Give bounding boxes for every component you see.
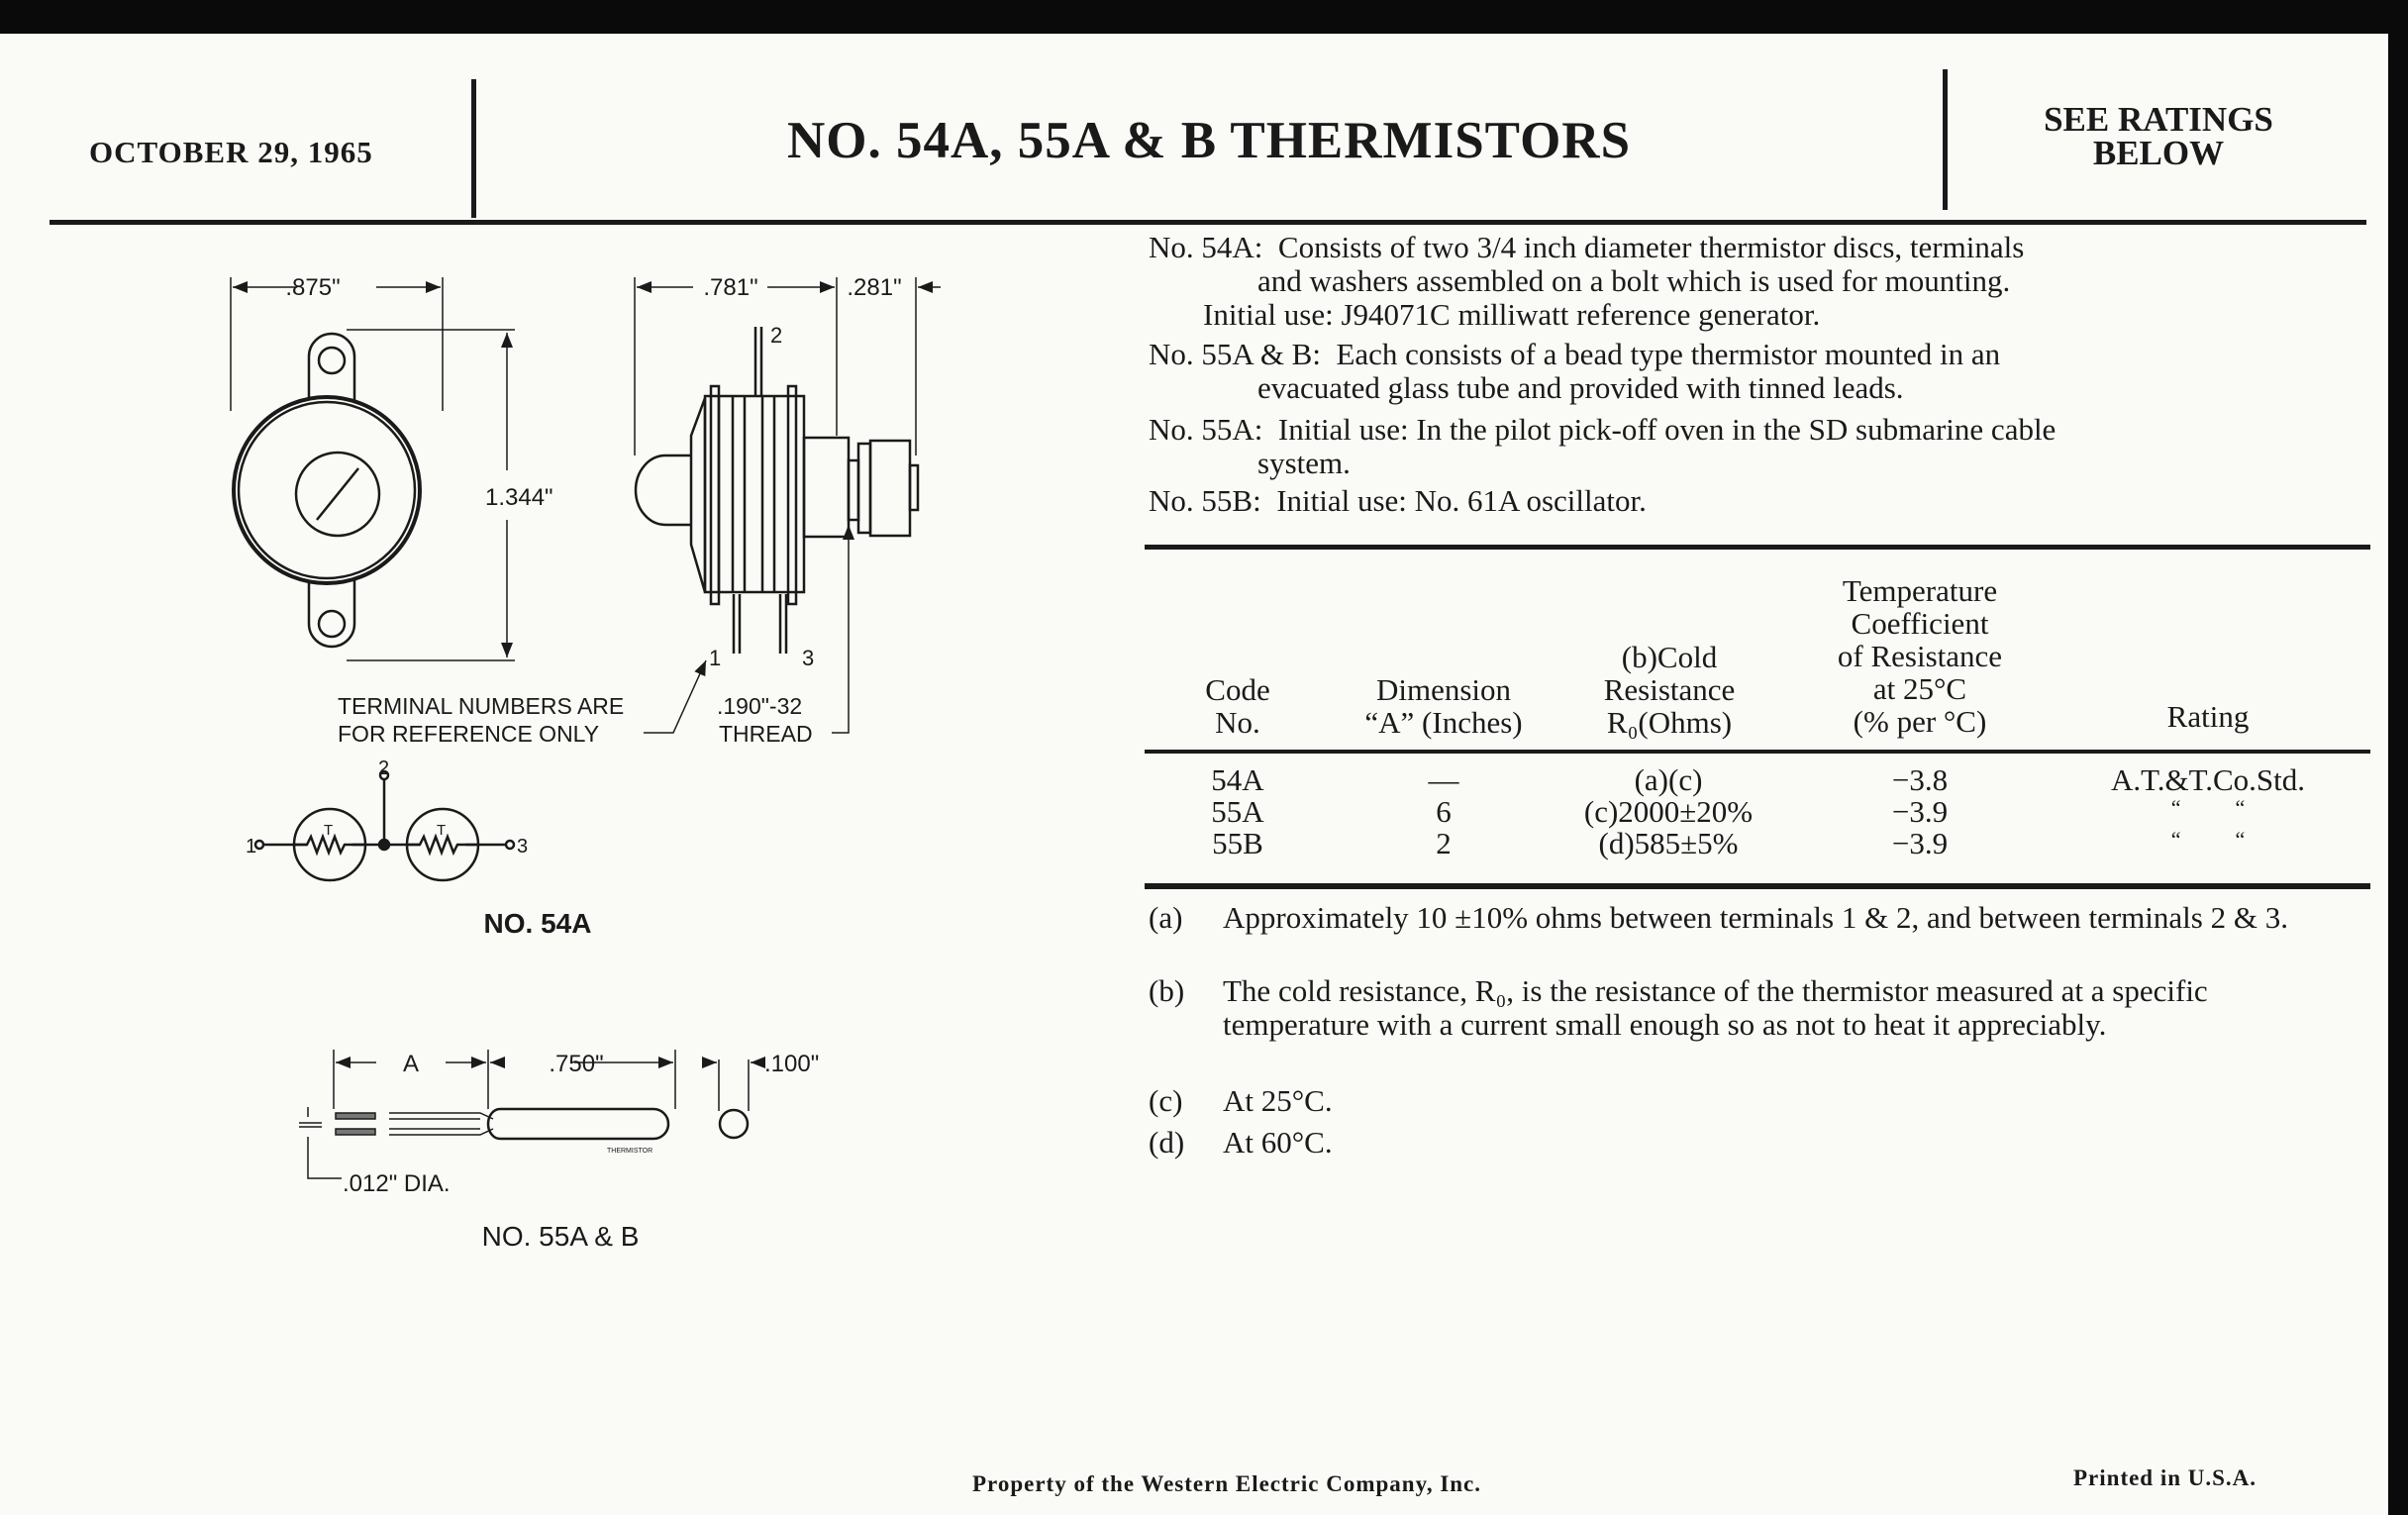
desc-55ab: [1149, 338, 2332, 371]
header-line: at 25°C: [1872, 671, 1967, 706]
schematic-terminal: 1: [246, 836, 257, 858]
desc-text: evacuated glass tube and provided with tinned leads.: [1257, 370, 1904, 405]
page-title: NO. 54A, 55A & B THERMISTORS: [786, 112, 1632, 169]
header-divider: [1943, 69, 1948, 210]
terminal-label: 3: [802, 646, 815, 670]
dim-a-label: A: [402, 1051, 420, 1077]
scan-border-right: [2388, 0, 2408, 1515]
thermistor-t: T: [437, 822, 447, 839]
mounting-hole: [319, 611, 345, 637]
desc-55a: [1149, 413, 2332, 447]
cell-rating: “ “: [2170, 827, 2246, 852]
footnote-key: (b): [1149, 973, 1185, 1008]
col-header-code: [1168, 673, 1307, 739]
ratings-note: [1951, 100, 2366, 172]
cell-cold: (d)585±5%: [1598, 826, 1739, 860]
table-bottom-rule: [1145, 883, 2370, 889]
front-view-54a: [234, 334, 420, 647]
drawing-55ab: [299, 1050, 762, 1178]
footnote-key: (c): [1149, 1083, 1183, 1118]
header-rule: [1145, 750, 2370, 754]
col-header-rating: Rating: [2166, 699, 2250, 734]
dim-thread-length-label: .281": [847, 274, 902, 301]
header-line: No.: [1215, 705, 1260, 740]
technical-drawings: [0, 0, 1139, 1307]
col-header-dimension: [1325, 673, 1562, 739]
footer-property: Property of the Western Electric Company, Inc.: [972, 1471, 1482, 1496]
desc-text: Consists of two 3/4 inch diameter thermistor discs, terminals: [1277, 230, 2025, 264]
footnote-text: At 60°C.: [1223, 1125, 1333, 1160]
glass-tube: [488, 1109, 668, 1139]
terminal-note: FOR REFERENCE ONLY: [338, 721, 600, 747]
lead-diameter-label: .012" DIA.: [343, 1170, 451, 1197]
footnote-d: [1149, 1126, 2337, 1160]
header-line: Coefficient: [1851, 606, 1989, 641]
ratings-note-line: SEE RATINGS: [2044, 100, 2273, 139]
header-line: Temperature: [1842, 573, 1998, 608]
bead-label: THERMISTOR: [607, 1148, 653, 1155]
cell-dimension: 6: [1436, 794, 1452, 829]
header-line: R₀(Ohms): [1606, 705, 1733, 740]
footnote-c: [1149, 1084, 2337, 1118]
cell-dimension: —: [1428, 762, 1459, 797]
document-date: OCTOBER 29, 1965: [89, 135, 373, 169]
terminal-note: TERMINAL NUMBERS ARE: [338, 693, 625, 719]
footnote-text: The cold resistance, R₀, is the resistance of the thermistor measured at a specific temperature with a current small enough so as not to heat it appreciably.: [1223, 973, 2208, 1042]
mounting-hole: [319, 348, 345, 373]
nut: [804, 438, 849, 537]
desc-text: and washers assembled on a bolt which is used for mounting.: [1257, 263, 2011, 298]
desc-label: No. 55A & B:: [1149, 337, 1321, 371]
side-view-54a: [636, 327, 918, 654]
thermistor-t: T: [324, 822, 334, 839]
footnote-text: Approximately 10 ±10% ohms between terminals 1 & 2, and between terminals 2 & 3.: [1223, 900, 2288, 935]
cell-code: 54A: [1211, 762, 1264, 797]
dim-diameter-label: .100": [764, 1051, 820, 1077]
cell-code: 55B: [1212, 826, 1263, 860]
desc-initial-use: Initial use: J94071C milliwatt reference generator.: [1203, 297, 1821, 332]
cell-dimension: 2: [1436, 826, 1452, 860]
header-line: “A” (Inches): [1364, 705, 1523, 740]
footer-printed: Printed in U.S.A.: [2073, 1465, 2258, 1490]
schematic-terminal: 3: [517, 836, 529, 858]
desc-label: No. 55B:: [1149, 483, 1261, 518]
desc-54a: [1149, 231, 2332, 264]
header-line: of Resistance: [1837, 639, 2003, 673]
footnote-b: [1149, 974, 2337, 1042]
dim-height-label: 1.344": [485, 484, 553, 511]
col-header-temp-coefficient: [1796, 574, 2044, 738]
figure-caption-55ab: NO. 55A & B: [481, 1221, 640, 1252]
cell-rating: A.T.&T.Co.Std.: [2110, 762, 2306, 797]
header-line: (% per °C): [1853, 704, 1987, 739]
footnote-key: (a): [1149, 900, 1183, 935]
footnote-text: At 25°C.: [1223, 1083, 1333, 1118]
header-line: Code: [1205, 672, 1270, 707]
footnote-a: [1149, 901, 2337, 935]
schematic-terminal: 2: [378, 758, 390, 779]
col-header-cold-resistance: [1560, 641, 1778, 739]
cell-cold: (a)(c): [1634, 762, 1703, 797]
dim-length-label: .750": [549, 1051, 604, 1077]
dim-width-label: .875": [285, 274, 341, 301]
footnote-key: (d): [1149, 1125, 1185, 1160]
cell-temp: −3.9: [1891, 794, 1949, 829]
cell-code: 55A: [1211, 794, 1264, 829]
nut: [870, 441, 910, 536]
dim-side-label: .781": [703, 274, 758, 301]
desc-label: No. 55A:: [1149, 412, 1263, 447]
desc-text: Initial use: In the pilot pick-off oven in the SD submarine cable: [1277, 412, 2057, 447]
tube-end-view: [720, 1110, 748, 1138]
desc-label: No. 54A:: [1149, 230, 1263, 264]
cell-rating: “ “: [2170, 795, 2246, 820]
cell-cold: (c)2000±20%: [1583, 794, 1754, 829]
desc-text: system.: [1257, 446, 1351, 480]
desc-text: Each consists of a bead type thermistor mounted in an: [1336, 337, 2001, 371]
cell-temp: −3.9: [1891, 826, 1949, 860]
desc-text: Initial use: No. 61A oscillator.: [1276, 483, 1647, 518]
figure-caption-54a: NO. 54A: [483, 908, 592, 939]
header-line: Dimension: [1375, 672, 1512, 707]
cell-temp: −3.8: [1891, 762, 1949, 797]
table-top-rule: [1145, 545, 2370, 550]
terminal-label: 1: [709, 646, 722, 670]
descriptions: [1149, 231, 2332, 518]
terminal-label: 2: [770, 323, 783, 348]
thread-note: .190"-32: [717, 693, 803, 719]
desc-55b: [1149, 484, 2332, 518]
schematic-54a: [255, 771, 514, 880]
header-line: (b)Cold: [1621, 640, 1718, 674]
thread-note: THREAD: [719, 721, 813, 747]
ratings-note-line: BELOW: [2092, 134, 2225, 172]
header-line: Resistance: [1603, 672, 1736, 707]
